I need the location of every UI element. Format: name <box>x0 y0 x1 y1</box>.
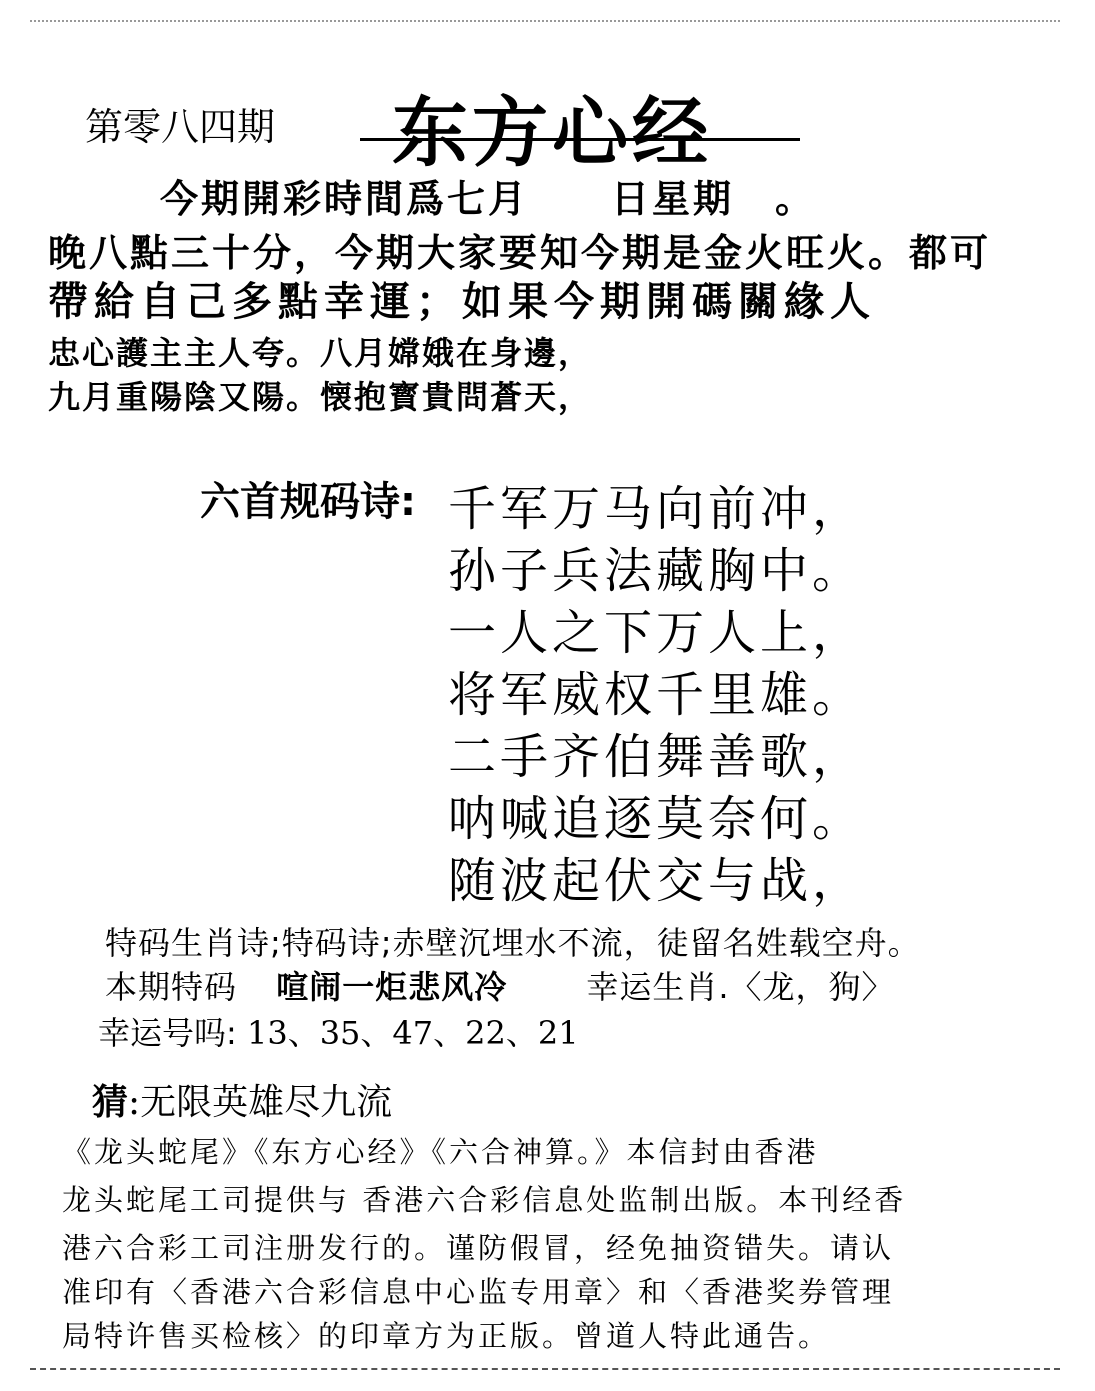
guess-row <box>92 1074 392 1125</box>
page-title: 东方心经 <box>392 88 712 177</box>
poem-line: 千军万马向前冲， <box>448 481 865 537</box>
guess-text: :无限英雄尽九流 <box>128 1082 393 1123</box>
special-code-row <box>105 962 895 1008</box>
notice-line-4: 准印有〈香港六合彩信息中心监专用章〉和〈香港奖券管理 <box>62 1275 895 1309</box>
guess-label: 猜 <box>92 1082 129 1123</box>
zodiac-poem: 特码生肖诗;特码诗;赤壁沉埋水不流，徒留名姓载空舟。 <box>105 924 921 962</box>
intro-line-2: 晚八點三十分，今期大家要知今期是金火旺火。都可 <box>48 231 992 275</box>
issue-number: 第零八四期 <box>85 105 276 149</box>
intro-line-3: 帶給自己多點幸運；如果今期開碼關緣人 <box>48 279 876 325</box>
intro-line-4: 忠心護主主人夸。八月嫦娥在身邊， <box>48 334 593 372</box>
notice-line-2: 龙头蛇尾工司提供与 香港六合彩信息处监制出版。本刊经香 <box>62 1183 907 1217</box>
notice-line-5: 局特许售买检核〉的印章方为正版。曾道人特此通告。 <box>62 1319 831 1353</box>
this-issue-value: 喧闹一炬悲风冷 <box>276 968 508 1006</box>
intro-line-5: 九月重陽陰又陽。懐抱寳貴問蒼天， <box>48 378 593 416</box>
lucky-numbers: 13、35、47、22、21 <box>246 1014 579 1052</box>
poem-line: 呐喊追逐莫奈何。 <box>448 791 865 847</box>
poem-line: 二手齐伯舞善歌， <box>448 729 865 785</box>
poem-line: 一人之下万人上， <box>448 605 865 661</box>
lucky-zodiac: 幸运生肖.〈龙，狗〉 <box>586 968 895 1006</box>
title-underline <box>360 138 800 141</box>
intro-line-1: 今期開彩時間爲七月 日星期 。 <box>160 177 817 221</box>
poem-line: 将军威权千里雄。 <box>448 667 865 723</box>
poem-line: 孙子兵法藏胸中。 <box>448 543 865 599</box>
poem-line: 随波起伏交与战， <box>448 853 865 909</box>
top-dotted-border <box>30 20 1060 22</box>
this-issue-label: 本期特码 <box>105 968 238 1006</box>
lucky-numbers-label: 幸运号吗: <box>98 1014 237 1052</box>
notice-line-1: 《龙头蛇尾》《东方心经》《六合神算。》本信封由香港 <box>62 1135 819 1169</box>
poem-label: 六首规码诗: <box>200 479 416 525</box>
notice-line-3: 港六合彩工司注册发行的。谨防假冒，经免抽资错失。请认 <box>62 1231 895 1265</box>
lucky-numbers-row <box>98 1008 579 1054</box>
bottom-dashed-border <box>30 1368 1060 1370</box>
